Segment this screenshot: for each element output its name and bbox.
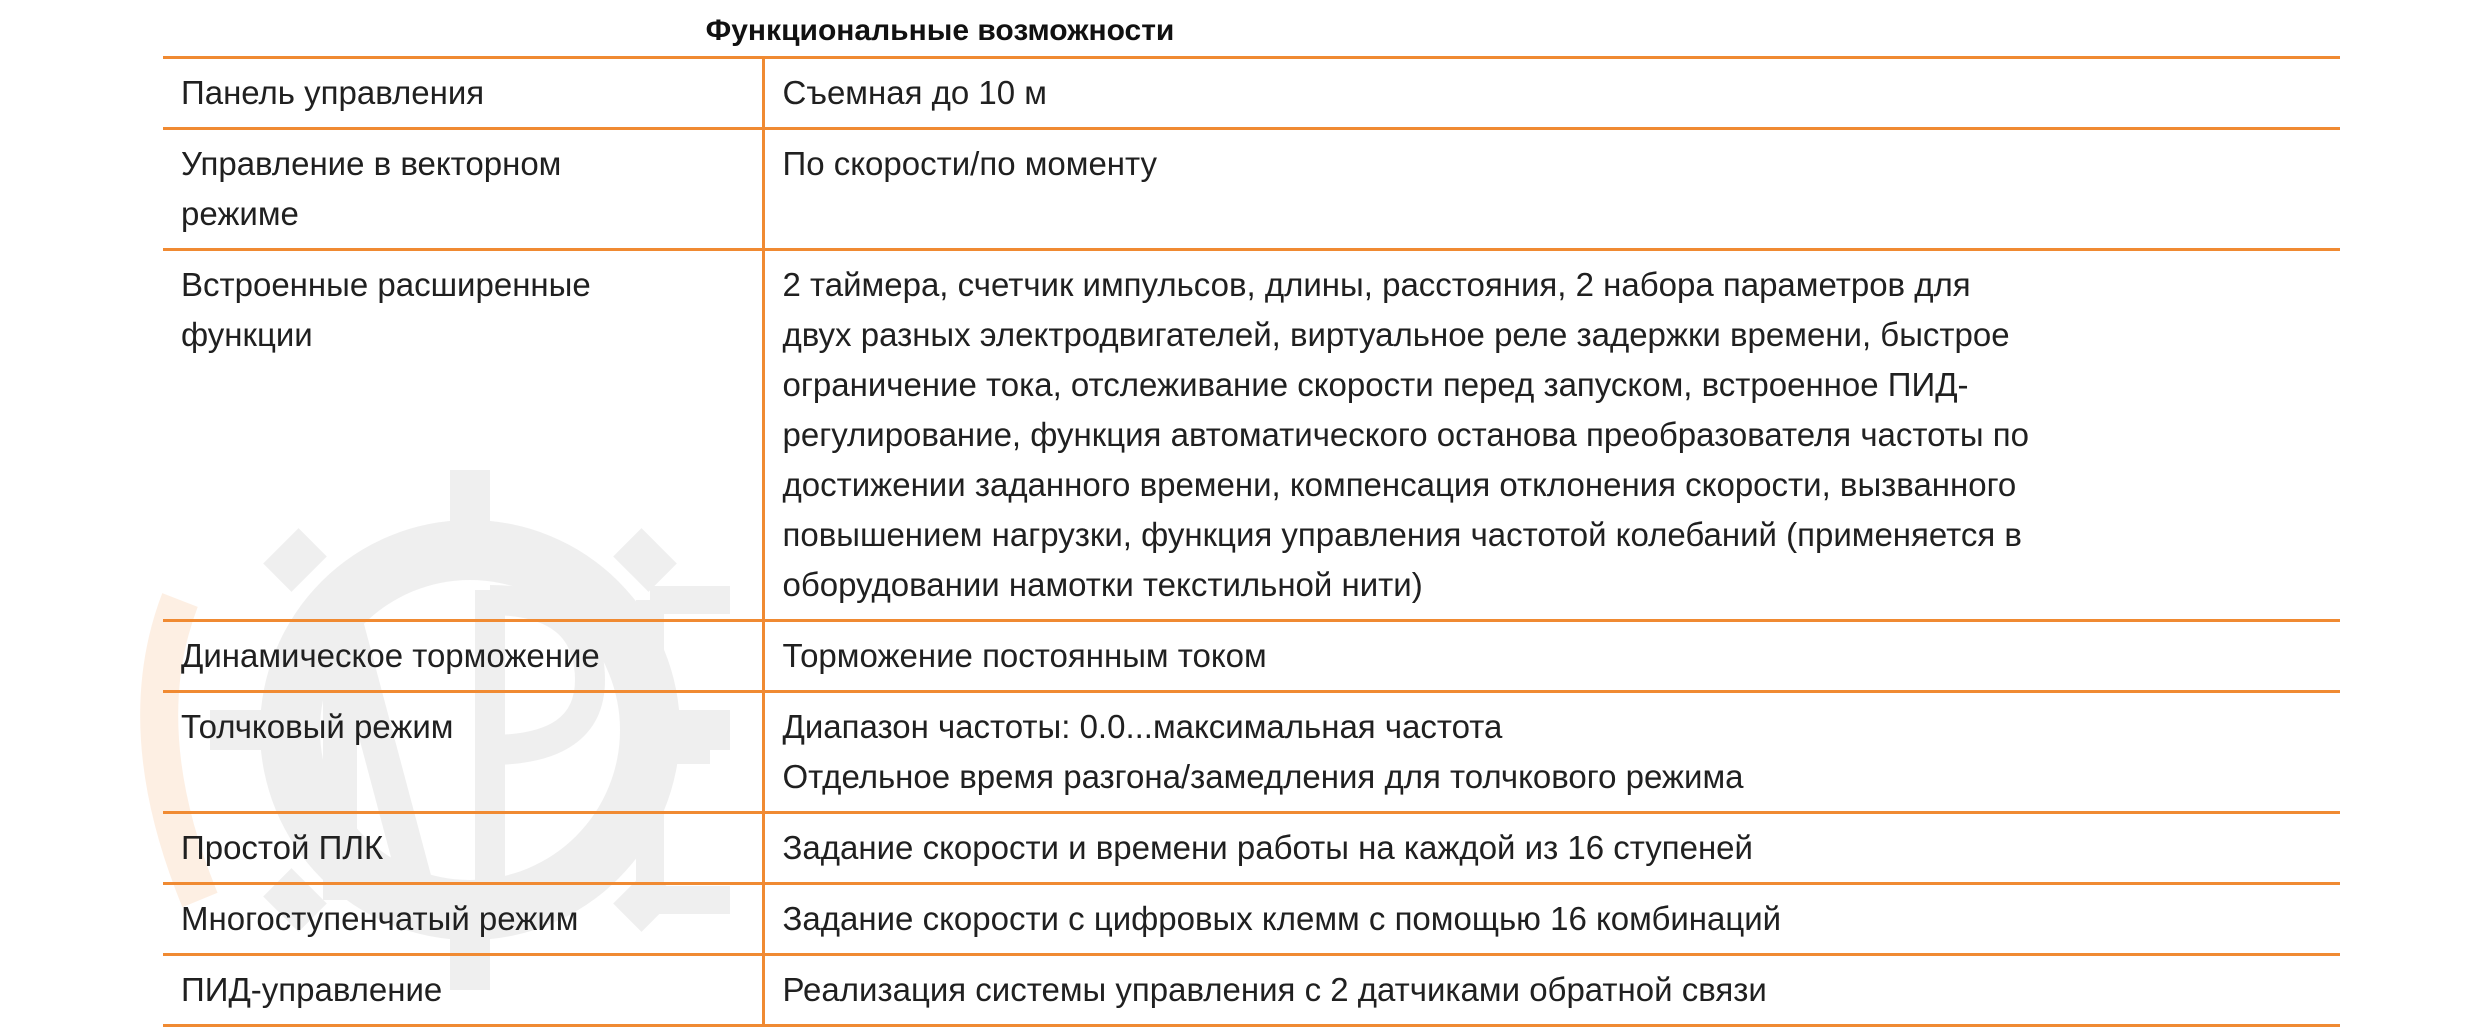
feature-label-cell: [163, 129, 763, 250]
feature-value-cell: [763, 884, 2340, 955]
feature-label: Многоступенчатый режим: [181, 900, 579, 937]
table-row: [163, 813, 2340, 884]
feature-label: функции: [181, 316, 313, 353]
feature-label-cell: [163, 955, 763, 1026]
feature-label: ПИД-управление: [181, 971, 443, 1008]
feature-label: Толчковый режим: [181, 708, 454, 745]
feature-label-cell: [163, 884, 763, 955]
table-row: [163, 129, 2340, 250]
feature-label: Управление в векторном: [181, 145, 562, 182]
table-row: [163, 58, 2340, 129]
feature-value-cell: [763, 621, 2340, 692]
feature-value: Съемная до 10 м: [782, 74, 1047, 111]
feature-label-cell: [163, 250, 763, 621]
feature-label: Панель управления: [181, 74, 485, 111]
feature-value-cell: [763, 250, 2340, 621]
feature-label: Динамическое торможение: [181, 637, 600, 674]
feature-label: Простой ПЛК: [181, 829, 384, 866]
feature-value: достижении заданного времени, компенсация отклонения скорости, вызванного: [782, 466, 2017, 503]
feature-value: 2 таймера, счетчик импульсов, длины, расстояния, 2 набора параметров для: [782, 266, 1971, 303]
feature-value-cell: [763, 58, 2340, 129]
feature-value: двух разных электродвигателей, виртуальное реле задержки времени, быстрое: [782, 316, 2010, 353]
feature-label-cell: [163, 692, 763, 813]
feature-label-cell: [163, 813, 763, 884]
feature-label: Встроенные расширенные: [181, 266, 591, 303]
table-row: [163, 692, 2340, 813]
feature-value: ограничение тока, отслеживание скорости перед запуском, встроенное ПИД-: [782, 366, 1969, 403]
table-row: [163, 955, 2340, 1026]
feature-value-cell: [763, 692, 2340, 813]
feature-value-cell: [763, 813, 2340, 884]
feature-value-cell: [763, 955, 2340, 1026]
feature-value: Реализация системы управления с 2 датчиками обратной связи: [782, 971, 1767, 1008]
feature-value: Торможение постоянным током: [782, 637, 1267, 674]
table-row: [163, 621, 2340, 692]
feature-value: Задание скорости с цифровых клемм с помощью 16 комбинаций: [782, 900, 1782, 937]
feature-value-cell: [763, 129, 2340, 250]
feature-value: регулирование, функция автоматического останова преобразователя частоты по: [782, 416, 2029, 453]
table-title: Функциональные возможности: [705, 14, 1175, 47]
feature-value: По скорости/по моменту: [782, 145, 1158, 182]
feature-value: оборудовании намотки текстильной нити): [782, 566, 1423, 603]
feature-value: Диапазон частоты: 0.0...максимальная частота: [782, 708, 1503, 745]
table-row: [163, 884, 2340, 955]
feature-label-cell: [163, 58, 763, 129]
feature-value: повышением нагрузки, функция управления частотой колебаний (применяется в: [782, 516, 2022, 553]
feature-label: режиме: [181, 195, 299, 232]
feature-label-cell: [163, 621, 763, 692]
specs-table: [163, 56, 2340, 1027]
feature-value: Отдельное время разгона/замедления для толчкового режима: [782, 758, 1744, 795]
table-row: [163, 250, 2340, 621]
feature-value: Задание скорости и времени работы на каждой из 16 ступеней: [782, 829, 1753, 866]
